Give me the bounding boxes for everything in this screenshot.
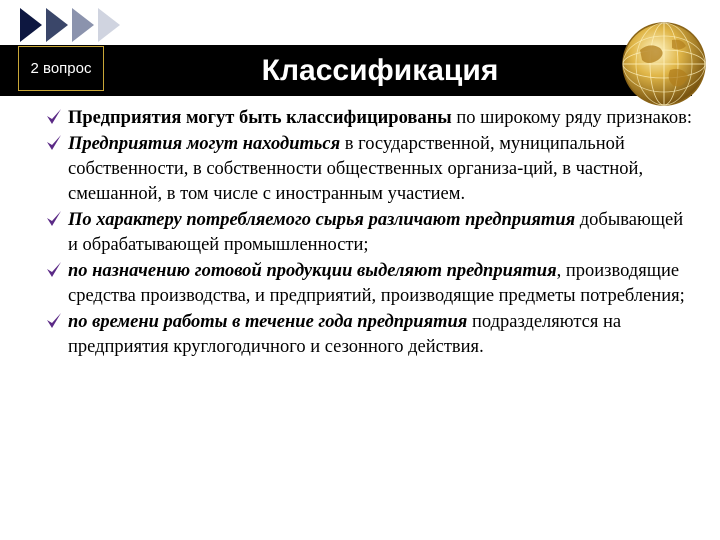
globe-icon xyxy=(620,20,708,108)
bullet-text: по широкому ряду признаков: xyxy=(451,108,692,128)
chevron-right-icon xyxy=(72,8,94,42)
chevron-right-icon xyxy=(20,8,42,42)
bullet-text: в государственной, муниципальной собственности, в собственности общественных организа-ций, в частной, смешанной, в том числе с иностранным участием. xyxy=(68,134,644,204)
bullet-lead-text: Предприятия могут быть классифицированы xyxy=(68,108,452,128)
check-bullet-icon xyxy=(46,210,62,228)
chevron-right-icon xyxy=(98,8,120,42)
question-label: 2 вопрос xyxy=(30,60,92,77)
bullet-lead-text: Предприятия могут находиться xyxy=(68,134,341,154)
list-item xyxy=(46,208,696,258)
bullet-text: подразделяются на предприятия круглогодичного и сезонного действия. xyxy=(68,312,622,357)
bullet-text: добывающей и обрабатывающей промышленности; xyxy=(68,210,684,255)
check-bullet-icon xyxy=(46,261,62,279)
list-item xyxy=(46,310,696,360)
bullet-lead-text: по времени работы в течение года предприятия xyxy=(68,312,468,332)
bullet-list xyxy=(46,106,696,361)
chevron-right-icon xyxy=(46,8,68,42)
list-item xyxy=(46,259,696,309)
list-item xyxy=(46,106,696,131)
question-badge xyxy=(18,46,104,91)
check-bullet-icon xyxy=(46,134,62,152)
check-bullet-icon xyxy=(46,108,62,126)
chevron-arrows-decoration xyxy=(20,8,130,42)
bullet-lead-text: По характеру потребляемого сырья различают предприятия xyxy=(68,210,576,230)
list-item xyxy=(46,132,696,207)
slide-title: Классификация xyxy=(261,53,499,87)
bullet-text: , производящие средства производства, и предприятий, производящие предметы потребления; xyxy=(68,261,685,306)
bullet-lead-text: по назначению готовой продукции выделяют предприятия xyxy=(68,261,557,281)
check-bullet-icon xyxy=(46,312,62,330)
